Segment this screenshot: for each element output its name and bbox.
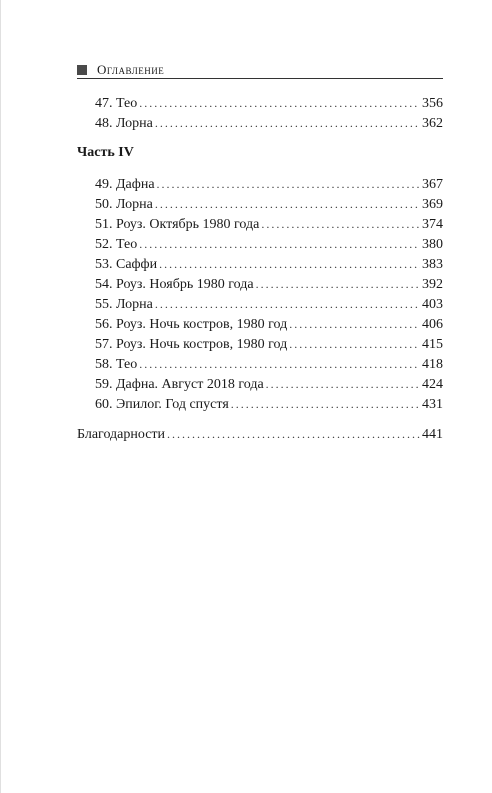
toc-entry-page: 392 — [422, 277, 443, 292]
part-heading: Часть IV — [77, 145, 134, 160]
toc-entry-52 — [95, 235, 443, 253]
toc-entry-page: 356 — [422, 96, 443, 111]
toc-entry-54 — [95, 275, 443, 293]
page-edge — [0, 0, 1, 793]
toc-entry-label: 52. Тео — [95, 237, 138, 252]
dot-leader — [167, 425, 420, 443]
dot-leader — [155, 195, 420, 213]
toc-entry-page: 374 — [422, 217, 443, 232]
toc-entry-47 — [95, 94, 443, 112]
toc-entry-page: 383 — [422, 257, 443, 272]
toc-entry-label: 55. Лорна — [95, 297, 153, 312]
toc-entry-56 — [95, 315, 443, 333]
toc-entry-label: Благодарности — [77, 427, 166, 442]
dot-leader — [157, 175, 420, 193]
dot-leader — [261, 215, 420, 233]
toc-entry-page: 362 — [422, 116, 443, 131]
dot-leader — [266, 375, 420, 393]
toc-entry-label: 60. Эпилог. Год спустя — [95, 397, 229, 412]
toc-entry-label: 57. Роуз. Ночь костров, 1980 год — [95, 337, 288, 352]
toc-entry-60 — [95, 395, 443, 413]
dot-leader — [139, 355, 420, 373]
dot-leader — [159, 255, 420, 273]
toc-entry-page: 441 — [422, 427, 443, 442]
dot-leader — [139, 235, 420, 253]
dot-leader — [231, 395, 420, 413]
toc-entry-label: 51. Роуз. Октябрь 1980 года — [95, 217, 260, 232]
toc-entry-page: 406 — [422, 317, 443, 332]
toc-entry-page: 367 — [422, 177, 443, 192]
toc-entry-label: 58. Тео — [95, 357, 138, 372]
dot-leader — [139, 94, 420, 112]
toc-entry-label: 59. Дафна. Август 2018 года — [95, 377, 264, 392]
toc-entry-label: 56. Роуз. Ночь костров, 1980 год — [95, 317, 288, 332]
dot-leader — [256, 275, 420, 293]
header-square-icon — [77, 65, 87, 75]
toc-entry-page: 418 — [422, 357, 443, 372]
toc-entry-acknowledgements — [77, 425, 443, 443]
toc-entry-59 — [95, 375, 443, 393]
toc-entry-page: 424 — [422, 377, 443, 392]
toc-entry-page: 431 — [422, 397, 443, 412]
toc-entry-53 — [95, 255, 443, 273]
toc-entry-49 — [95, 175, 443, 193]
toc-entry-label: 48. Лорна — [95, 116, 153, 131]
dot-leader — [289, 315, 420, 333]
dot-leader — [155, 114, 420, 132]
toc-entry-label: 54. Роуз. Ноябрь 1980 года — [95, 277, 254, 292]
toc-entry-label: 47. Тео — [95, 96, 138, 111]
header-title: Оглавление — [97, 62, 165, 77]
toc-entry-page: 369 — [422, 197, 443, 212]
toc-entry-55 — [95, 295, 443, 313]
toc-entry-page: 403 — [422, 297, 443, 312]
toc-entry-label: 49. Дафна — [95, 177, 155, 192]
dot-leader — [289, 335, 420, 353]
running-header — [77, 60, 443, 80]
toc-entry-label: 50. Лорна — [95, 197, 153, 212]
toc-entry-page: 380 — [422, 237, 443, 252]
toc-entry-label: 53. Саффи — [95, 257, 158, 272]
header-rule — [77, 78, 443, 79]
toc-entry-page: 415 — [422, 337, 443, 352]
dot-leader — [155, 295, 420, 313]
toc-entry-51 — [95, 215, 443, 233]
toc-entry-50 — [95, 195, 443, 213]
toc-entry-57 — [95, 335, 443, 353]
toc-entry-58 — [95, 355, 443, 373]
toc-entry-48 — [95, 114, 443, 132]
